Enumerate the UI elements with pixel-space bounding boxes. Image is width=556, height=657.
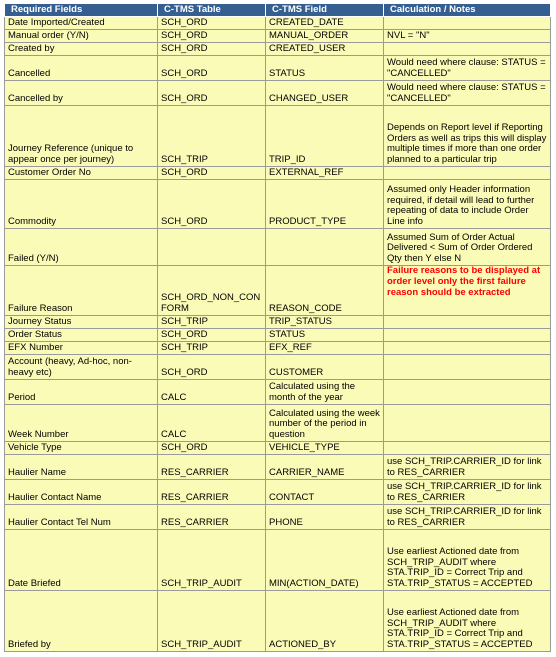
- note-cell-highlighted: Failure reasons to be displayed at order level only the first failure reason should be extracted: [384, 266, 551, 316]
- ctms-table-cell: RES_CARRIER: [158, 455, 266, 480]
- table-row: [5, 405, 551, 442]
- note-cell: [384, 342, 551, 355]
- required-field-cell: Vehicle Type: [5, 442, 158, 455]
- table-row: [5, 106, 551, 167]
- header-ctms-table: C-TMS Table: [158, 4, 266, 17]
- required-field-cell: Manual order (Y/N): [5, 30, 158, 43]
- note-cell: [384, 167, 551, 180]
- ctms-field-cell: Calculated using the month of the year: [266, 380, 384, 405]
- required-field-cell: Journey Reference (unique to appear once per journey): [5, 106, 158, 167]
- required-field-cell: Cancelled: [5, 56, 158, 81]
- required-field-cell: Failure Reason: [5, 266, 158, 316]
- required-field-cell: Account (heavy, Ad-hoc, non-heavy etc): [5, 355, 158, 380]
- table-row: [5, 342, 551, 355]
- note-cell: [384, 355, 551, 380]
- required-field-cell: Commodity: [5, 180, 158, 229]
- field-mapping-table: [4, 3, 551, 652]
- note-cell: Depends on Report level if Reporting Orders as well as trips this will display multiple times if more than one order planned to a particular trip: [384, 106, 551, 167]
- ctms-field-cell: CUSTOMER: [266, 355, 384, 380]
- ctms-field-cell: CONTACT: [266, 480, 384, 505]
- required-field-cell: Order Status: [5, 329, 158, 342]
- ctms-table-cell: [158, 229, 266, 266]
- ctms-table-cell: SCH_ORD: [158, 442, 266, 455]
- table-row: [5, 329, 551, 342]
- note-cell: [384, 17, 551, 30]
- table-row: [5, 530, 551, 591]
- ctms-table-cell: SCH_ORD: [158, 81, 266, 106]
- ctms-table-cell: SCH_TRIP_AUDIT: [158, 591, 266, 652]
- note-cell: NVL = "N": [384, 30, 551, 43]
- required-field-cell: Haulier Name: [5, 455, 158, 480]
- ctms-table-cell: SCH_TRIP_AUDIT: [158, 530, 266, 591]
- ctms-table-cell: SCH_ORD_NON_CONFORM: [158, 266, 266, 316]
- header-calculation-notes: Calculation / Notes: [384, 4, 551, 17]
- note-cell: [384, 329, 551, 342]
- table-row: [5, 17, 551, 30]
- table-row: [5, 505, 551, 530]
- note-cell: use SCH_TRIP.CARRIER_ID for link to RES_CARRIER: [384, 505, 551, 530]
- ctms-field-cell: EXTERNAL_REF: [266, 167, 384, 180]
- ctms-field-cell: CHANGED_USER: [266, 81, 384, 106]
- table-row: [5, 229, 551, 266]
- header-row: [5, 4, 551, 17]
- required-field-cell: Customer Order No: [5, 167, 158, 180]
- required-field-cell: Week Number: [5, 405, 158, 442]
- ctms-table-cell: SCH_TRIP: [158, 342, 266, 355]
- ctms-field-cell: STATUS: [266, 329, 384, 342]
- ctms-field-cell: TRIP_ID: [266, 106, 384, 167]
- table-row: [5, 266, 551, 316]
- table-row: [5, 316, 551, 329]
- table-row: [5, 355, 551, 380]
- note-cell: [384, 380, 551, 405]
- note-cell: [384, 405, 551, 442]
- required-field-cell: Period: [5, 380, 158, 405]
- ctms-table-cell: SCH_ORD: [158, 180, 266, 229]
- note-cell: Assumed Sum of Order Actual Delivered < Sum of Order Ordered Qty then Y else N: [384, 229, 551, 266]
- table-row: [5, 43, 551, 56]
- table-row: [5, 180, 551, 229]
- ctms-table-cell: SCH_ORD: [158, 167, 266, 180]
- table-row: [5, 591, 551, 652]
- ctms-field-cell: TRIP_STATUS: [266, 316, 384, 329]
- note-cell: Would need where clause: STATUS = "CANCELLED": [384, 56, 551, 81]
- required-field-cell: Date Imported/Created: [5, 17, 158, 30]
- table-row: [5, 167, 551, 180]
- ctms-table-cell: SCH_ORD: [158, 329, 266, 342]
- note-cell: Use earliest Actioned date from SCH_TRIP_AUDIT where STA.TRIP_ID = Correct Trip and STA.TRIP_STATUS = ACCEPTED: [384, 530, 551, 591]
- required-field-cell: Cancelled by: [5, 81, 158, 106]
- required-field-cell: Briefed by: [5, 591, 158, 652]
- table-row: [5, 56, 551, 81]
- ctms-table-cell: SCH_TRIP: [158, 316, 266, 329]
- note-cell: Use earliest Actioned date from SCH_TRIP_AUDIT where STA.TRIP_ID = Correct Trip and STA.TRIP_STATUS = ACCEPTED: [384, 591, 551, 652]
- ctms-table-cell: SCH_ORD: [158, 355, 266, 380]
- note-cell: use SCH_TRIP.CARRIER_ID for link to RES_CARRIER: [384, 455, 551, 480]
- spec-table-container: [4, 3, 550, 652]
- note-cell: Assumed only Header information required, if detail will lead to further repeating of data to include Order Line info: [384, 180, 551, 229]
- required-field-cell: Date Briefed: [5, 530, 158, 591]
- ctms-field-cell: MIN(ACTION_DATE): [266, 530, 384, 591]
- ctms-table-cell: SCH_TRIP: [158, 106, 266, 167]
- required-field-cell: Haulier Contact Tel Num: [5, 505, 158, 530]
- note-cell: [384, 43, 551, 56]
- note-cell: [384, 442, 551, 455]
- note-cell: use SCH_TRIP.CARRIER_ID for link to RES_CARRIER: [384, 480, 551, 505]
- ctms-field-cell: EFX_REF: [266, 342, 384, 355]
- note-cell: Would need where clause: STATUS = "CANCELLED": [384, 81, 551, 106]
- ctms-table-cell: SCH_ORD: [158, 56, 266, 81]
- ctms-field-cell: PRODUCT_TYPE: [266, 180, 384, 229]
- ctms-table-cell: CALC: [158, 380, 266, 405]
- table-row: [5, 455, 551, 480]
- ctms-field-cell: REASON_CODE: [266, 266, 384, 316]
- header-ctms-field: C-TMS Field: [266, 4, 384, 17]
- ctms-field-cell: STATUS: [266, 56, 384, 81]
- table-row: [5, 380, 551, 405]
- required-field-cell: Created by: [5, 43, 158, 56]
- ctms-field-cell: Calculated using the week number of the period in question: [266, 405, 384, 442]
- required-field-cell: Failed (Y/N): [5, 229, 158, 266]
- ctms-table-cell: SCH_ORD: [158, 30, 266, 43]
- ctms-field-cell: PHONE: [266, 505, 384, 530]
- table-row: [5, 480, 551, 505]
- table-row: [5, 30, 551, 43]
- table-row: [5, 442, 551, 455]
- ctms-field-cell: VEHICLE_TYPE: [266, 442, 384, 455]
- note-cell: [384, 316, 551, 329]
- header-required-fields: Required Fields: [5, 4, 158, 17]
- ctms-field-cell: [266, 229, 384, 266]
- ctms-field-cell: MANUAL_ORDER: [266, 30, 384, 43]
- ctms-field-cell: CREATED_USER: [266, 43, 384, 56]
- required-field-cell: Haulier Contact Name: [5, 480, 158, 505]
- required-field-cell: EFX Number: [5, 342, 158, 355]
- ctms-field-cell: CREATED_DATE: [266, 17, 384, 30]
- ctms-table-cell: SCH_ORD: [158, 43, 266, 56]
- table-row: [5, 81, 551, 106]
- ctms-field-cell: ACTIONED_BY: [266, 591, 384, 652]
- ctms-table-cell: RES_CARRIER: [158, 480, 266, 505]
- required-field-cell: Journey Status: [5, 316, 158, 329]
- ctms-table-cell: RES_CARRIER: [158, 505, 266, 530]
- ctms-table-cell: CALC: [158, 405, 266, 442]
- ctms-field-cell: CARRIER_NAME: [266, 455, 384, 480]
- ctms-table-cell: SCH_ORD: [158, 17, 266, 30]
